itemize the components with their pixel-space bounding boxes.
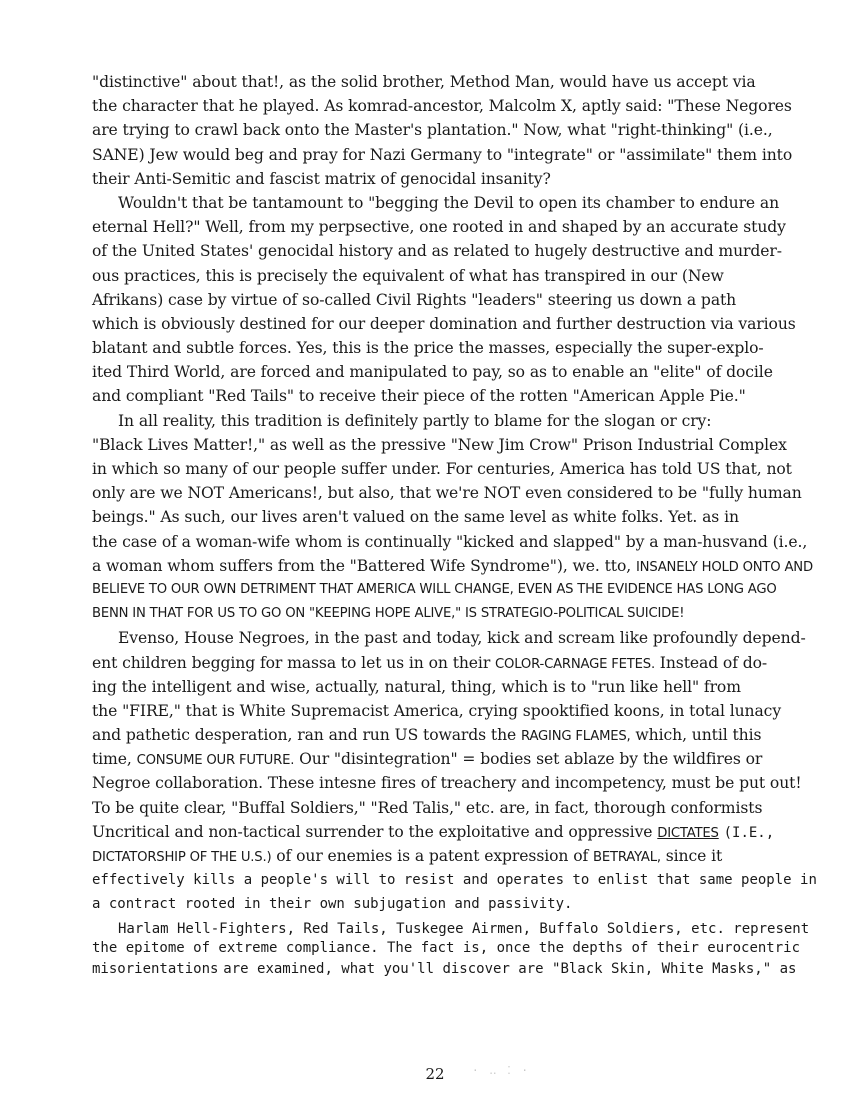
emphasis-text: BETRAYAL, bbox=[593, 850, 661, 865]
text-line: the case of a woman-wife whom is continually "kicked and slapped" by a man-husvand (i.e., bbox=[92, 532, 808, 551]
text-line: their Anti-Semitic and fascist matrix of genocidal insanity? bbox=[92, 169, 551, 188]
text-line: Negroe collaboration. These intesne fires of treachery and incompetency, must be put out! bbox=[92, 774, 802, 793]
text-span: of our enemies is a patent expression of bbox=[276, 847, 589, 865]
page-number: 22 bbox=[425, 1065, 445, 1083]
text-line: only are we NOT Americans!, but also, that we're NOT even considered to be "fully human bbox=[92, 484, 802, 503]
text-line: in which so many of our people suffer under. For centuries, America has told US that, not bbox=[92, 460, 792, 478]
text-line: Evenso, House Negroes, in the past and today, kick and scream like profoundly depend- bbox=[118, 629, 806, 648]
text-line bbox=[92, 723, 844, 747]
typed-line: Harlam Hell-Fighters, Red Tails, Tuskegee Airmen, Buffalo Soldiers, etc. represent bbox=[118, 920, 810, 937]
typed-line: a contract rooted in their own subjugation and passivity. bbox=[92, 896, 573, 913]
emphasis-text: COLOR-CARNAGE FETES. bbox=[495, 656, 655, 672]
text-span: a woman whom suffers from the "Battered Wife Syndrome"), we. tto, bbox=[92, 556, 632, 575]
text-line bbox=[92, 844, 844, 868]
text-line bbox=[92, 554, 844, 578]
emphasis-text: DICTATES bbox=[657, 825, 719, 841]
text-line: To be quite clear, "Buffal Soldiers," "Red Talis," etc. are, in fact, thorough conformists bbox=[92, 798, 763, 817]
text-line bbox=[92, 956, 844, 980]
text-span: which, until this bbox=[635, 726, 762, 745]
text-span: Uncritical and non-tactical surrender to the exploitative and oppressive bbox=[92, 822, 653, 841]
text-line: of the United States' genocidal history and as related to hugely destructive and murder- bbox=[92, 242, 782, 261]
text-line bbox=[92, 820, 844, 844]
text-line: ing the intelligent and wise, actually, natural, thing, which is to "run like hell" from bbox=[92, 677, 741, 696]
text-line bbox=[92, 747, 844, 771]
typed-text: (I.E., bbox=[723, 824, 775, 841]
typed-line: the epitome of extreme compliance. The fact is, once the depths of their eurocentric bbox=[92, 939, 801, 956]
text-line: In all reality, this tradition is definitely partly to blame for the slogan or cry: bbox=[118, 411, 712, 430]
text-span: since it bbox=[665, 847, 723, 865]
text-line: are trying to crawl back onto the Master's plantation." Now, what "right-thinking" (i.e., bbox=[92, 121, 773, 140]
text-line: blatant and subtle forces. Yes, this is the price the masses, especially the super-explo- bbox=[92, 339, 764, 358]
emphasis-text: DICTATORSHIP OF THE U.S.) bbox=[92, 850, 272, 865]
text-span: time, bbox=[92, 750, 132, 769]
text-line: the "FIRE," that is White Supremacist America, crying spooktified koons, in total lunacy bbox=[92, 701, 782, 720]
text-line: "Black Lives Matter!," as well as the pressive "New Jim Crow" Prison Industrial Complex bbox=[92, 435, 787, 454]
emphasis-text: INSANELY HOLD ONTO AND bbox=[635, 559, 813, 575]
text-span: ent children begging for massa to let us in on their bbox=[92, 653, 491, 672]
emphasis-text: CONSUME OUR FUTURE. bbox=[136, 753, 295, 769]
text-line: SANE) Jew would beg and pray for Nazi Germany to "integrate" or "assimilate" them into bbox=[92, 145, 793, 164]
emphasis-line: BENN IN THAT FOR US TO GO ON "KEEPING HOPE ALIVE," IS STRATEGIO-POLITICAL SUICIDE! bbox=[92, 606, 685, 622]
text-span: and pathetic desperation, ran and run US towards the bbox=[92, 726, 517, 745]
typed-text: misorientations bbox=[92, 960, 219, 977]
typed-text: are examined, what you'll discover are "Black Skin, White Masks," as bbox=[223, 960, 797, 977]
text-line: eternal Hell?" Well, from my perpsective, one rooted in and shaped by an accurate study bbox=[92, 218, 786, 237]
text-line: "distinctive" about that!, as the solid brother, Method Man, would have us accept via bbox=[92, 73, 756, 91]
text-line: and compliant "Red Tails" to receive their piece of the rotten "American Apple Pie." bbox=[92, 387, 746, 406]
text-line: the character that he played. As komrad-ancestor, Malcolm X, aptly said: "These Negores bbox=[92, 97, 792, 116]
text-span: Instead of do- bbox=[659, 653, 768, 672]
document-body bbox=[92, 70, 844, 980]
text-line: ous practices, this is precisely the equivalent of what has transpired in our (New bbox=[92, 266, 724, 285]
text-line: Afrikans) case by virtue of so-called Civil Rights "leaders" steering us down a path bbox=[92, 290, 737, 309]
text-line: ited Third World, are forced and manipulated to pay, so as to enable an "elite" of docile bbox=[92, 363, 773, 382]
text-span: Our "disintegration" = bodies set ablaze by the wildfires or bbox=[299, 750, 763, 769]
emphasis-line: BELIEVE TO OUR OWN DETRIMENT THAT AMERICA WILL CHANGE, EVEN AS THE EVIDENCE HAS LONG AGO bbox=[92, 581, 777, 597]
text-line: Wouldn't that be tantamount to "begging the Devil to open its chamber to endure an bbox=[118, 193, 780, 212]
text-line: which is obviously destined for our deeper domination and further destruction via various bbox=[92, 314, 796, 333]
scan-smudge: · ‥ ⁚ · bbox=[472, 1064, 530, 1077]
text-line: beings." As such, our lives aren't valued on the same level as white folks. Yet. as in bbox=[92, 508, 739, 527]
emphasis-text: RAGING FLAMES, bbox=[521, 729, 631, 745]
text-line bbox=[92, 651, 844, 675]
typed-line: effectively kills a people's will to resist and operates to enlist that same people in bbox=[92, 872, 817, 889]
